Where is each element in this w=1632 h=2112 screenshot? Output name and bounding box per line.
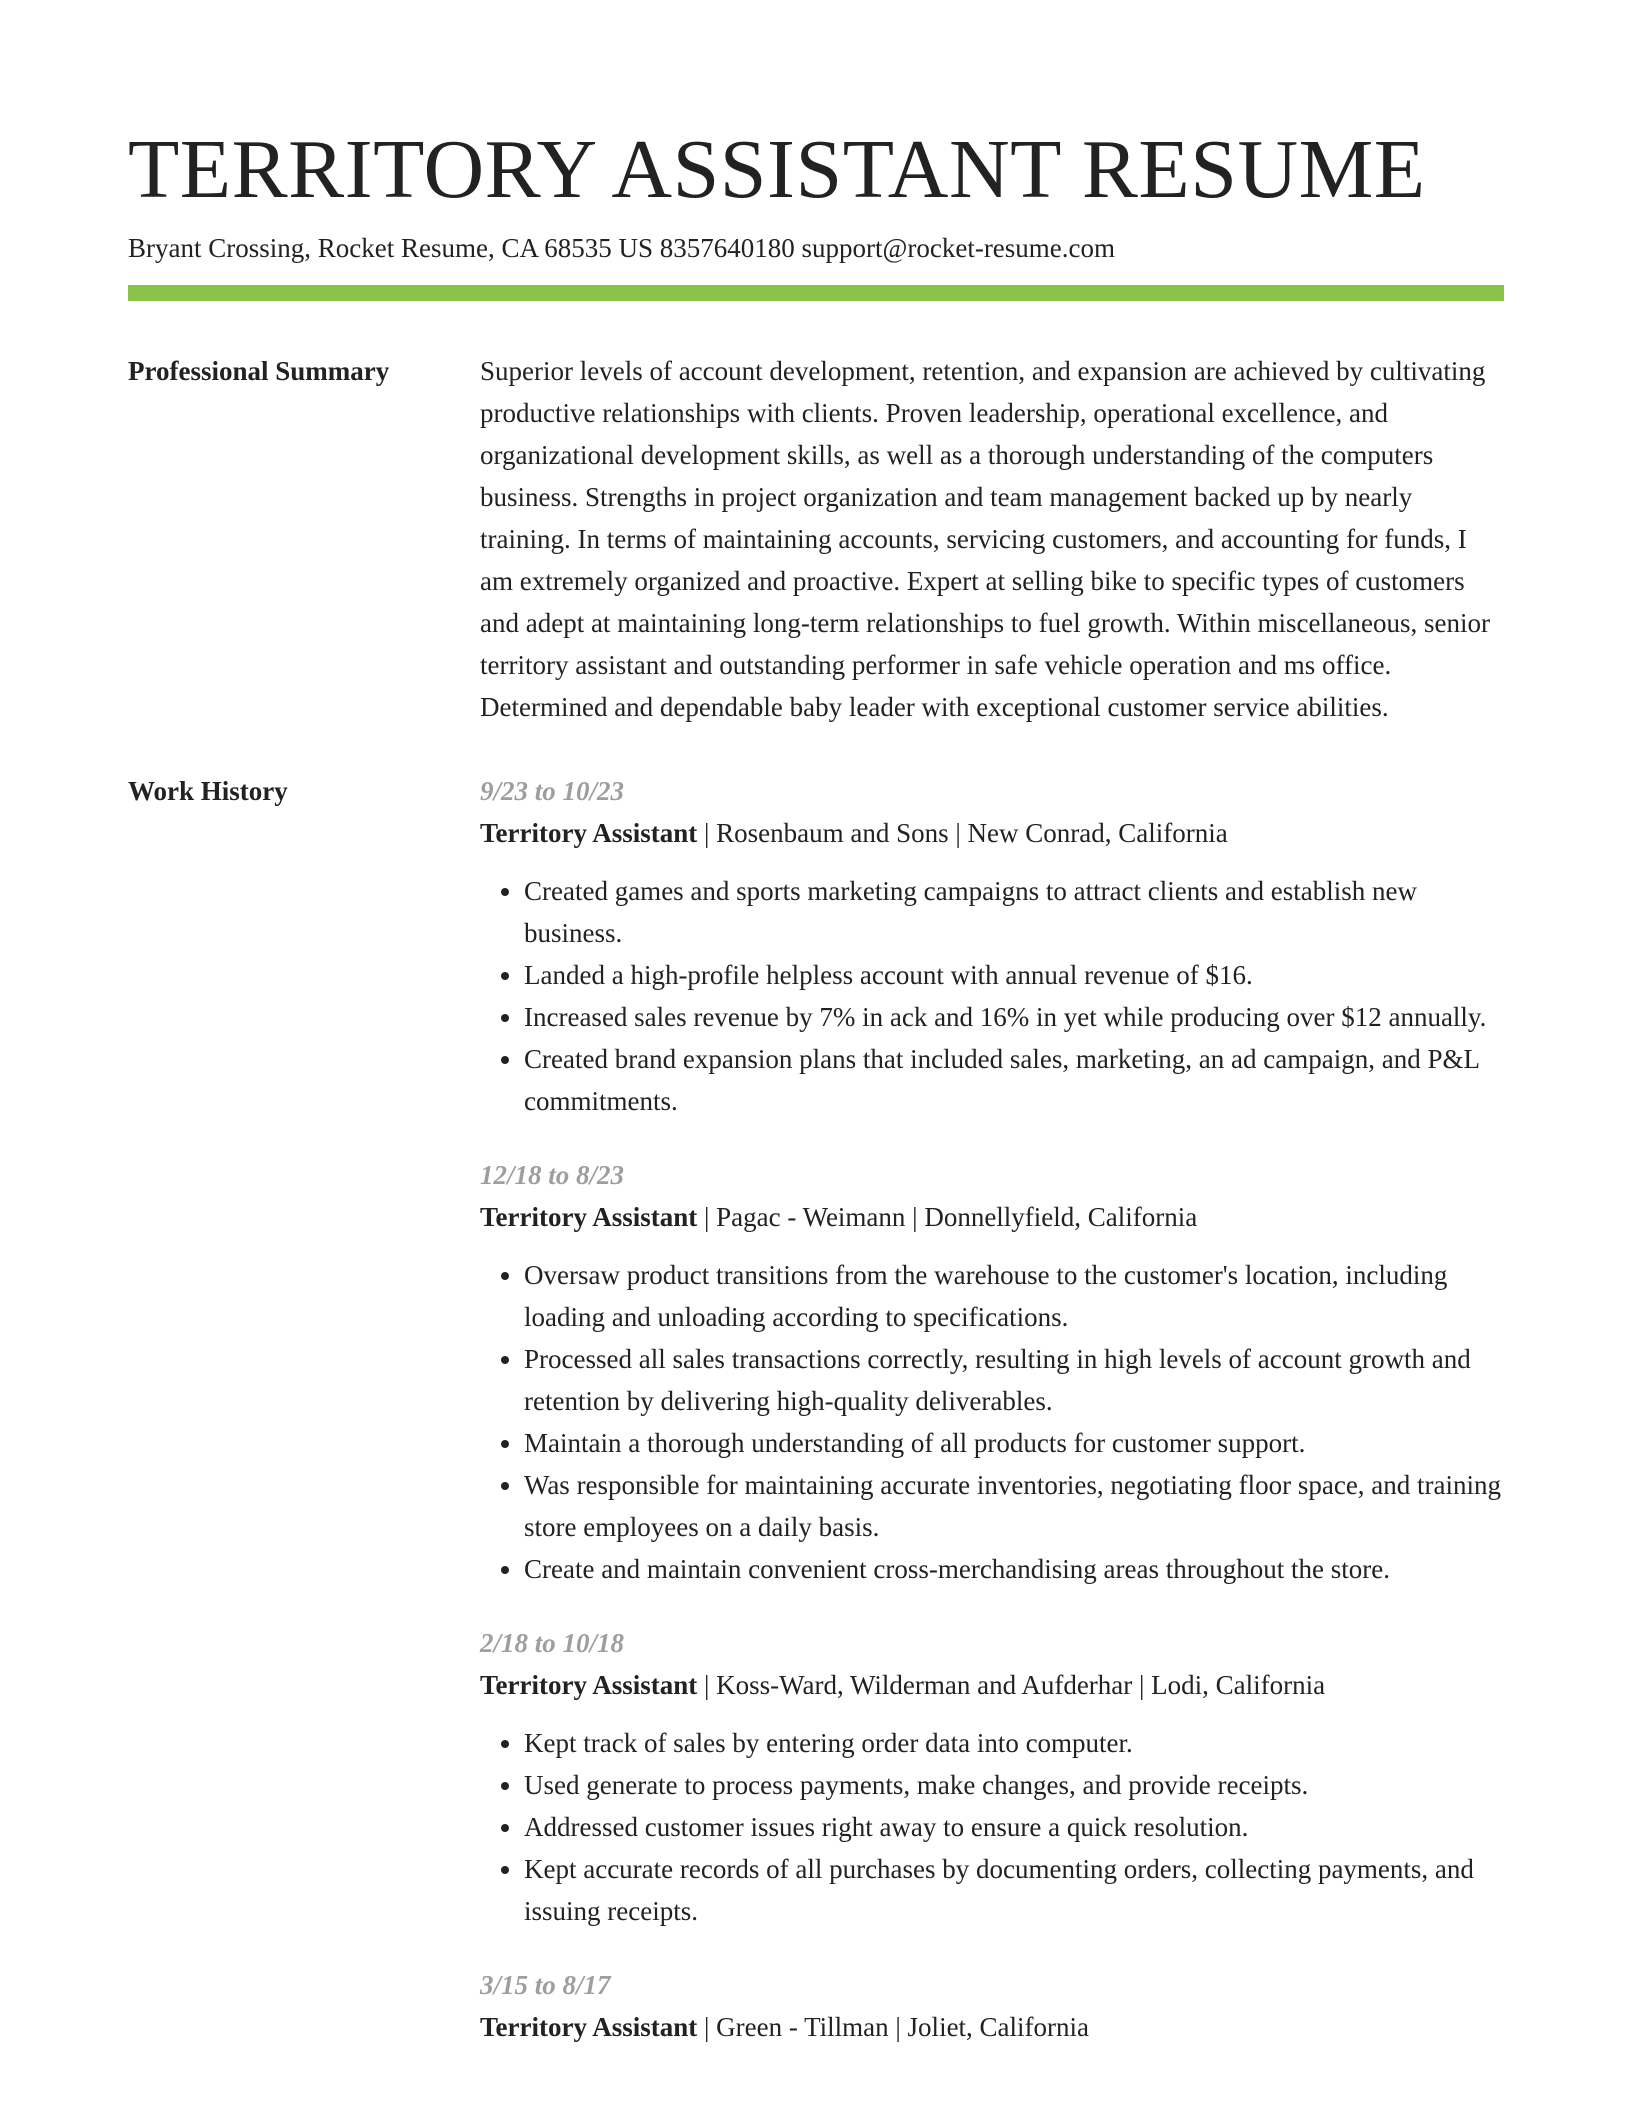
job-dates: 2/18 to 10/18 [480,1628,625,1658]
job-bullet: • Maintain a thorough understanding of all products for customer support. [524,1422,1504,1464]
job-bullet: • Used generate to process payments, make changes, and provide receipts. [524,1764,1504,1806]
job-bullet: • Created games and sports marketing campaigns to attract clients and establish new business. [524,870,1504,954]
job-dates: 3/15 to 8/17 [480,1970,611,2000]
section-label-work-history: Work History [128,776,288,806]
job-title-line [480,2006,1504,2048]
job-entry [480,770,1504,1122]
job-bullet: • Create and maintain convenient cross-merchandising areas throughout the store. [524,1548,1504,1590]
job-bullet: • Kept track of sales by entering order data into computer. [524,1722,1504,1764]
job-role: Territory Assistant [480,1670,698,1700]
section-label-summary: Professional Summary [128,356,390,386]
job-role: Territory Assistant [480,2012,698,2042]
job-entry [480,1154,1504,1590]
job-role: Territory Assistant [480,1202,698,1232]
job-bullet: • Created brand expansion plans that included sales, marketing, an ad campaign, and P&L commitments. [524,1038,1504,1122]
job-employer-location: | Green - Tillman | Joliet, California [697,2012,1090,2042]
job-bullet: • Was responsible for maintaining accurate inventories, negotiating floor space, and training store employees on a daily basis. [524,1464,1504,1548]
resume-content [128,350,1504,2080]
job-bullet: • Processed all sales transactions correctly, resulting in high levels of account growth and retention by delivering high-quality deliverables. [524,1338,1504,1422]
job-title-line [480,812,1504,854]
job-bullet-list [480,870,1504,1122]
job-bullet: • Kept accurate records of all purchases by documenting orders, collecting payments, and issuing receipts. [524,1848,1504,1932]
job-entry [480,1622,1504,1932]
job-bullet: • Increased sales revenue by 7% in ack and 16% in yet while producing over $12 annually. [524,996,1504,1038]
job-bullet-list [480,1254,1504,1590]
resume-title: TERRITORY ASSISTANT RESUME [128,123,1426,216]
job-dates: 12/18 to 8/23 [480,1160,625,1190]
job-employer-location: | Pagac - Weimann | Donnellyfield, California [697,1202,1198,1232]
work-history-section [128,770,1504,2080]
summary-text: Superior levels of account development, retention, and expansion are achieved by cultivating productive relationships with clients. Proven leadership, operational excellence, and organizational development skills, as well as a thorough understanding of the computers business. Strengths in project organization and team management backed up by nearly training. In terms of maintaining accounts, servicing customers, and accounting for funds, I am extremely organized and proactive. Expert at selling bike to specific types of customers and adept at maintaining long-term relationships to fuel growth. Within miscellaneous, senior territory assistant and outstanding performer in safe vehicle operation and ms office. Determined and dependable baby leader with exceptional customer service abilities. [480,356,1490,722]
accent-divider [128,285,1504,301]
job-dates: 9/23 to 10/23 [480,776,625,806]
contact-line: Bryant Crossing, Rocket Resume, CA 68535 US 8357640180 support@rocket-resume.com [128,233,1116,263]
job-bullet: • Oversaw product transitions from the warehouse to the customer's location, including loading and unloading according to specifications. [524,1254,1504,1338]
job-role: Territory Assistant [480,818,698,848]
summary-body [480,350,1504,728]
job-entry [480,1964,1504,2048]
job-employer-location: | Rosenbaum and Sons | New Conrad, California [697,818,1228,848]
job-bullet: • Landed a high-profile helpless account with annual revenue of $16. [524,954,1504,996]
job-title-line [480,1664,1504,1706]
professional-summary-section [128,350,1504,728]
job-bullet: • Addressed customer issues right away to ensure a quick resolution. [524,1806,1504,1848]
work-history-body [480,770,1504,2080]
job-title-line [480,1196,1504,1238]
section-spacer [128,728,1504,770]
job-bullet-list [480,1722,1504,1932]
job-employer-location: | Koss-Ward, Wilderman and Aufderhar | Lodi, California [697,1670,1326,1700]
